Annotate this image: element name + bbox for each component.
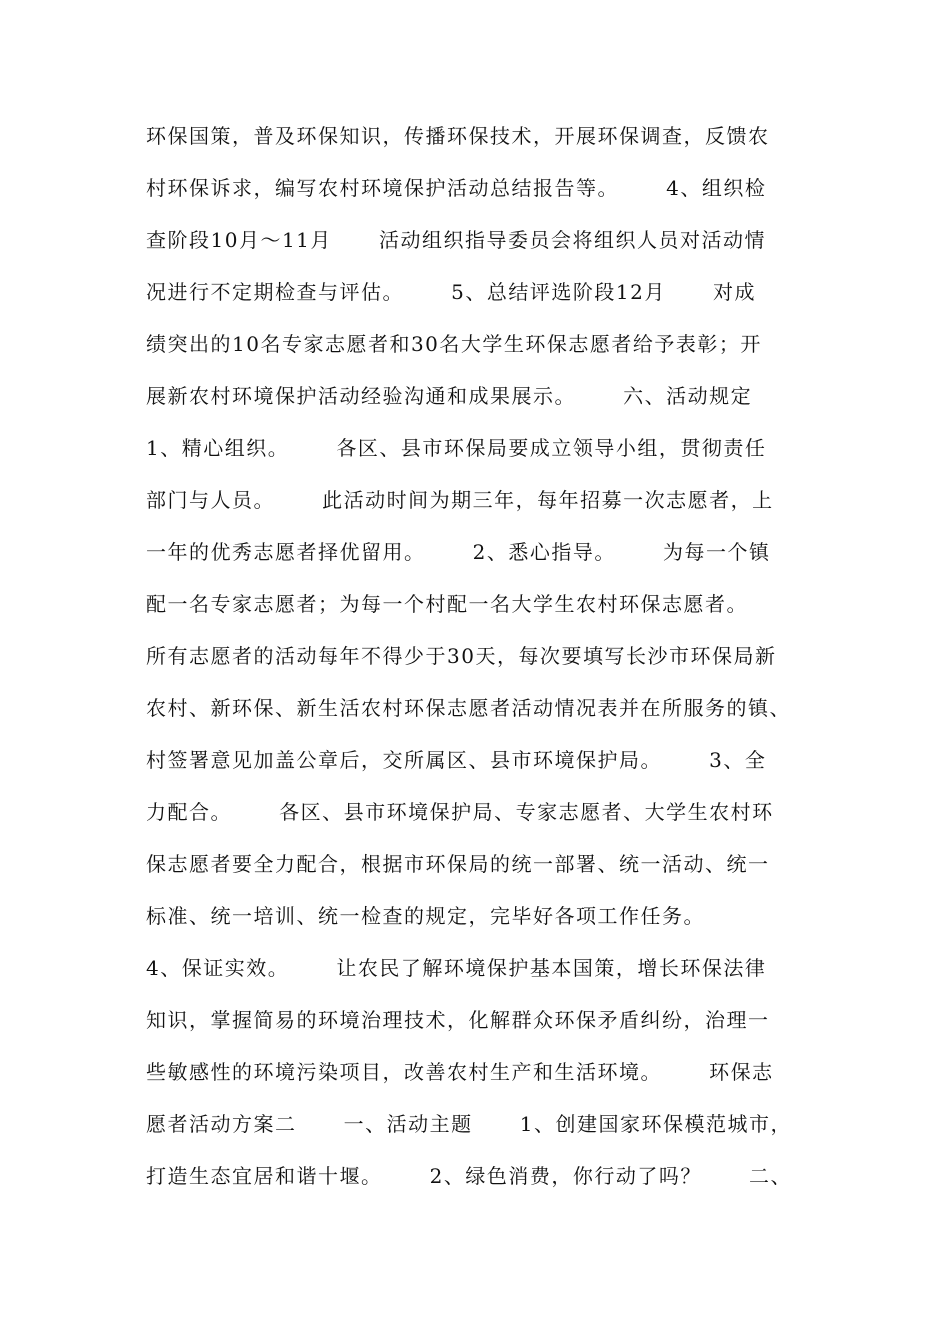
text-line: 知识，掌握简易的环境治理技术，化解群众环保矛盾纠纷，治理一 bbox=[146, 1008, 770, 1032]
text-line: 况进行不定期检查与评估。 5、总结评选阶段12月 对成 bbox=[146, 280, 756, 304]
text-line: 4、保证实效。 让农民了解环境保护基本国策，增长环保法律 bbox=[146, 956, 767, 980]
text-line: 环保国策，普及环保知识，传播环保技术，开展环保调查，反馈农 bbox=[146, 124, 770, 148]
document-body bbox=[146, 116, 826, 1208]
text-line: 保志愿者要全力配合，根据市环保局的统一部署、统一活动、统一 bbox=[146, 852, 770, 876]
text-line: 部门与人员。 此活动时间为期三年，每年招募一次志愿者，上 bbox=[146, 488, 774, 512]
text-line: 些敏感性的环境污染项目，改善农村生产和生活环境。 环保志 bbox=[146, 1060, 774, 1084]
text-line: 标准、统一培训、统一检查的规定，完毕好各项工作任务。 bbox=[146, 904, 705, 928]
text-line: 村环保诉求，编写农村环境保护活动总结报告等。 4、组织检 bbox=[146, 176, 767, 200]
text-line: 展新农村环境保护活动经验沟通和成果展示。 六、活动规定 bbox=[146, 384, 753, 408]
text-line: 愿者活动方案二 一、活动主题 1、创建国家环保模范城市， bbox=[146, 1112, 793, 1136]
text-line: 农村、新环保、新生活农村环保志愿者活动情况表并在所服务的镇、 bbox=[146, 696, 791, 720]
text-line: 1、精心组织。 各区、县市环保局要成立领导小组，贯彻责任 bbox=[146, 436, 767, 460]
text-line: 打造生态宜居和谐十堰。 2、绿色消费，你行动了吗？ 二、 bbox=[146, 1164, 793, 1188]
text-line: 绩突出的10名专家志愿者和30名大学生环保志愿者给予表彰；开 bbox=[146, 332, 762, 356]
text-line: 所有志愿者的活动每年不得少于30天，每次要填写长沙市环保局新 bbox=[146, 644, 777, 668]
text-line: 一年的优秀志愿者择优留用。 2、悉心指导。 为每一个镇 bbox=[146, 540, 771, 564]
text-line: 力配合。 各区、县市环境保护局、专家志愿者、大学生农村环 bbox=[146, 800, 774, 824]
text-line: 查阶段10月～11月 活动组织指导委员会将组织人员对活动情 bbox=[146, 228, 767, 252]
text-line: 配一名专家志愿者；为每一个村配一名大学生农村环保志愿者。 bbox=[146, 592, 748, 616]
text-line: 村签署意见加盖公章后，交所属区、县市环境保护局。 3、全 bbox=[146, 748, 767, 772]
